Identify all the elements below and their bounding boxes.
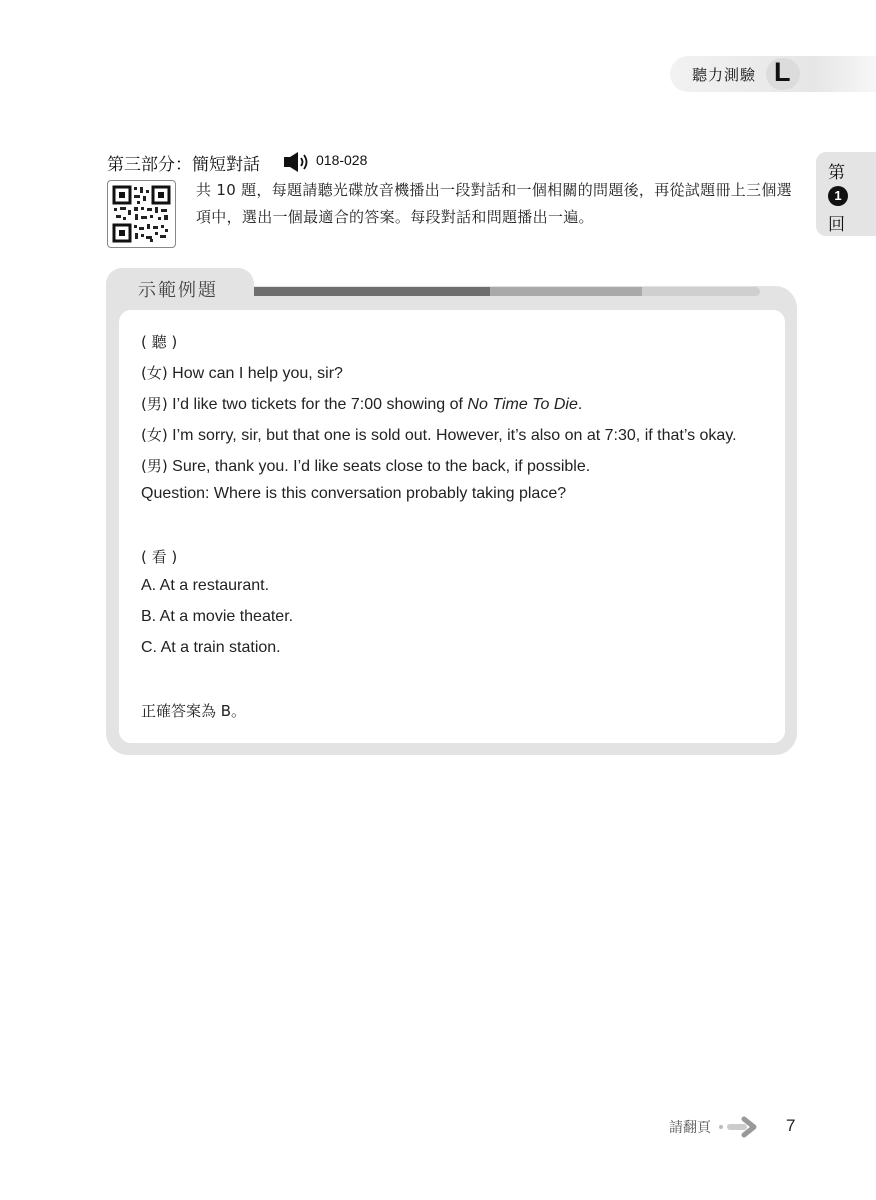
answer-text: 正確答案為 B。 [141,702,247,720]
round-side-tab [816,152,876,236]
decor-bar-mid [490,287,646,296]
round-suffix: 回 [828,215,845,235]
header-label: 聽力測驗 [692,66,757,84]
question-text: Question: Where is this conversation probably taking place? [141,485,567,502]
dialogue-line: (女) I’m sorry, sir, but that one is sold out. However, it’s also on at 7:30, if that’s okay. [141,426,737,444]
page-number: 7 [786,1116,796,1135]
section-title: 第三部分：簡短對話 [107,155,260,175]
round-prefix: 第 [828,163,845,183]
arrow-right-icon [718,1116,762,1138]
dialogue-line: (女) How can I help you, sir? [141,364,343,382]
decor-bar-light [642,287,760,296]
qr-code-icon[interactable] [107,180,176,248]
round-number: 1 [828,186,848,206]
movie-title: No Time To Die [467,396,578,413]
dialogue-line: (男) I’d like two tickets for the 7:00 showing of No Time To Die. [141,395,583,413]
option-a: A. At a restaurant. [141,577,270,594]
option-b: B. At a movie theater. [141,608,294,625]
decor-bar-dark [254,287,494,296]
header-letter: L [774,57,791,87]
look-label: ( 看 ) [141,548,178,566]
turn-page-label: 請翻頁 [669,1120,711,1136]
example-tab-label: 示範例題 [138,280,218,301]
speaker-icon[interactable] [284,152,310,172]
dialogue-line: (男) Sure, thank you. I’d like seats close to the back, if possible. [141,457,591,475]
listen-label: ( 聽 ) [141,333,178,351]
audio-track-number: 018-028 [316,152,368,168]
header-tab [670,56,876,92]
section-instructions: 共 10 題，每題請聽光碟放音機播出一段對話和一個相關的問題後，再從試題冊上三個選項中，選出一個最適合的答案。每段對話和問題播出一遍。 [196,181,792,226]
option-c: C. At a train station. [141,639,281,656]
